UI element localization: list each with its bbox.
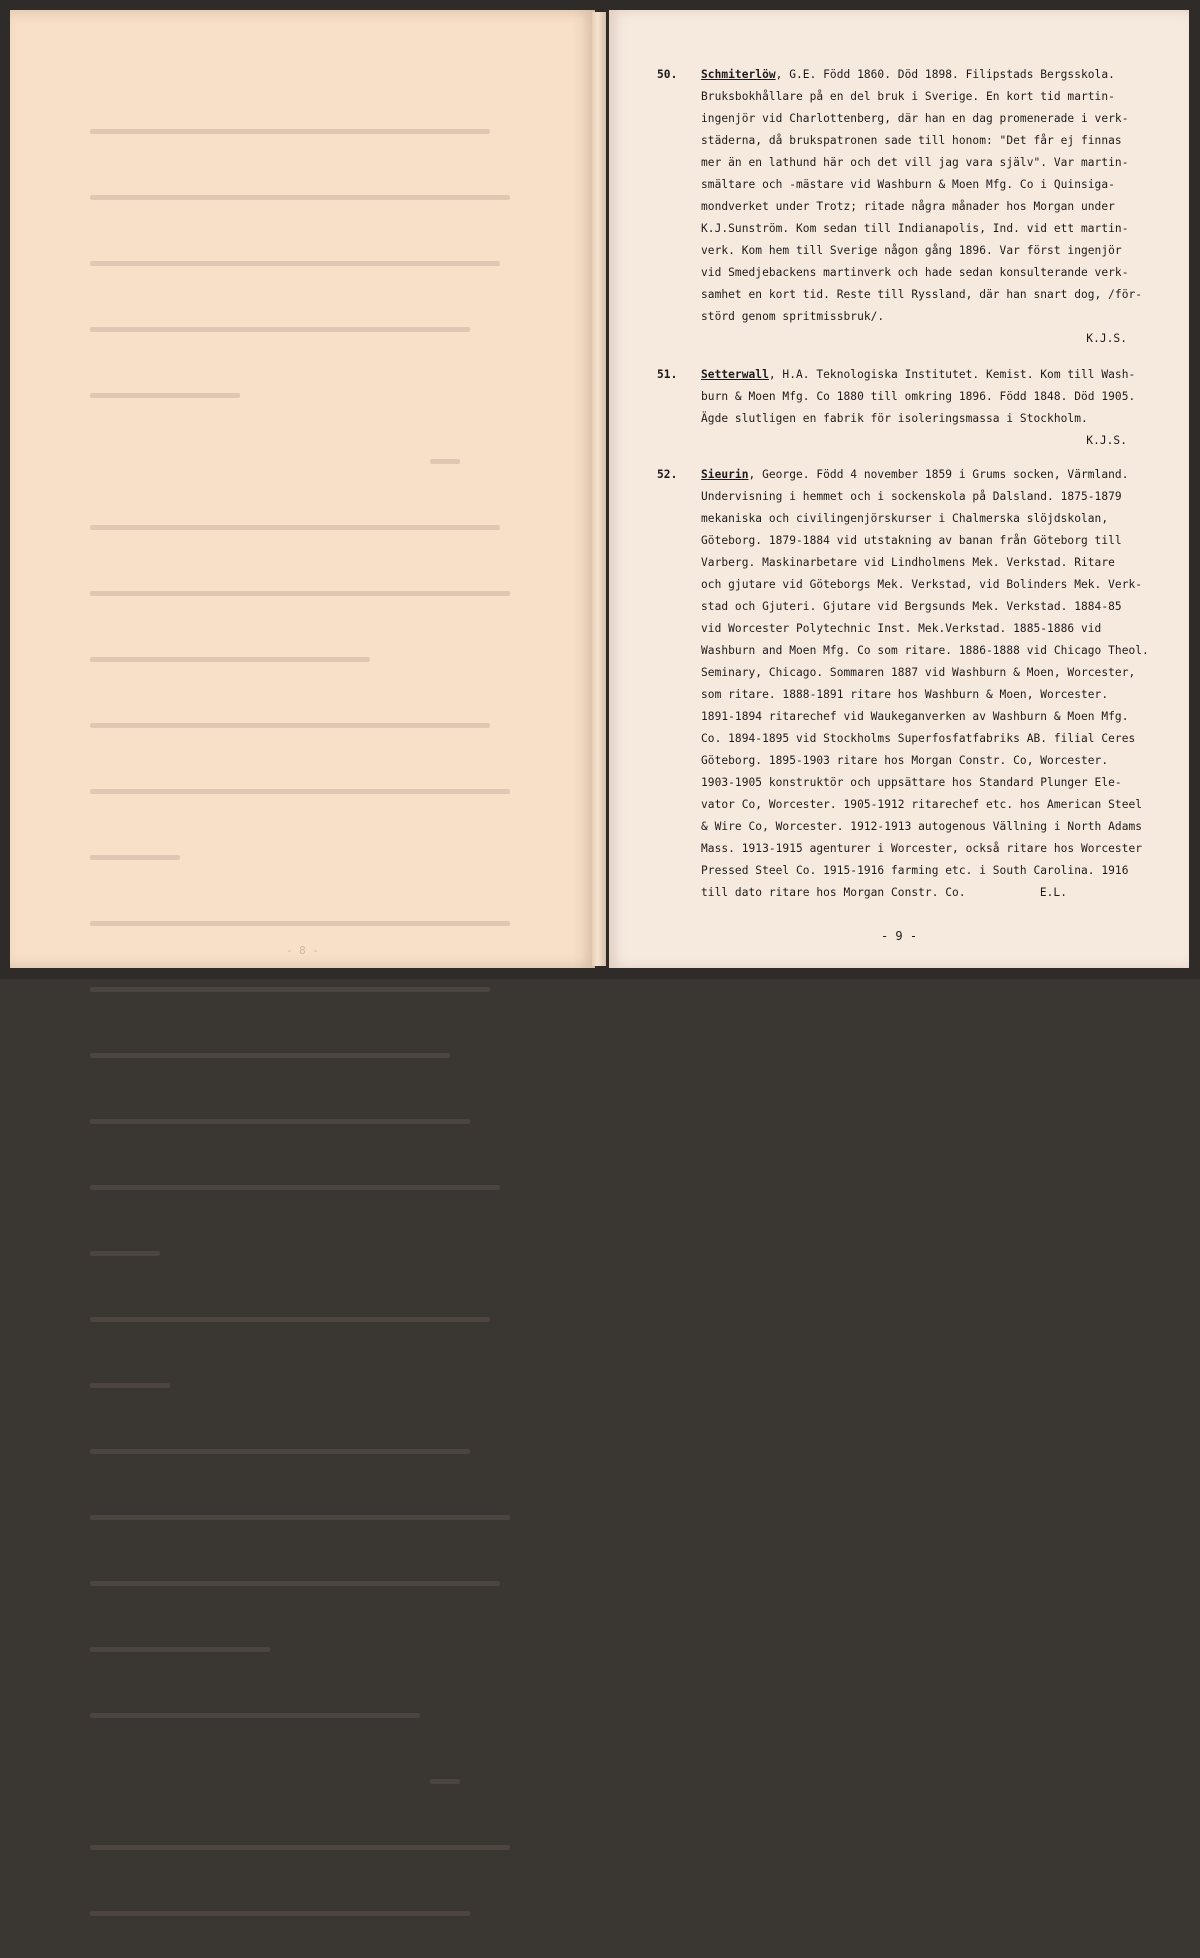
entry-50: 50. Schmiterlöw, G.E. Född 1860. Död 1898. Filipstads Bergsskola. Bruksbokhållare på en del bruk i Sverige. En kort tid martin- ingenjör vid Charlottenberg, där han en dag promenerade i verk- städerna, då brukspatronen sade till honom: "Det får ej finnas mer än en lathund här och det vill jag vara själv". Var martin- smältare och -mästare vid Washburn & Moen Mfg. Co i Quinsiga- mondverket under Trotz; ritade några månader hos Morgan under K.J.Sunström. Kom sedan till Indianapolis, Ind. vid ett martin- verk. Kom hem till Sverige någon gång 1896. Var först ingenjör vid Smedjebackens martinverk och hade sedan konsulterande verk- samhet en kort tid. Reste till Ryssland, där han snart dog, /för- störd genom spritmissbruk/. K.J.S.: [701, 64, 1137, 350]
text-line: städerna, då brukspatronen sade till honom: "Det får ej finnas: [701, 134, 1122, 147]
left-page-faint-text: [50, 76, 555, 1958]
text-line: 1903-1905 konstruktör och uppsättare hos Standard Plunger Ele-: [701, 776, 1122, 789]
text-line: verk. Kom hem till Sverige någon gång 1896. Var först ingenjör: [701, 244, 1122, 257]
text-line: som ritare. 1888-1891 ritare hos Washburn & Moen, Worcester.: [701, 688, 1109, 701]
text-line: Undervisning i hemmet och i sockenskola på Dalsland. 1875-1879: [701, 490, 1122, 503]
text-line: Mass. 1913-1915 agenturer i Worcester, också ritare hos Worcester: [701, 842, 1143, 855]
entry-52: 52. Sieurin, George. Född 4 november 1859 i Grums socken, Värmland. Undervisning i hemmet och i sockenskola på Dalsland. 1875-1879 mekaniska och civilingenjörskurser i Chalmerska slöjdskolan, Göteborg. 1879-1884 vid utstakning av banan från Göteborg till Varberg. Maskinarbetare vid Lindholmens Mek. Verkstad. Ritare och gjutare vid Göteborgs Mek. Verkstad, vid Bolinders Mek. Verk- stad och Gjuteri. Gjutare vid Bergsunds Mek. Verkstad. 1884-85 vid Worcester Polytechnic Inst. Mek.Verkstad. 1885-1886 vid Washburn and Moen Mfg. Co som ritare. 1886-1888 vid Chicago Theol. Seminary, Chicago. Sommaren 1887 vid Washburn & Moen, Worcester, som ritare. 1888-1891 ritare hos Washburn & Moen, Worcester. 1891-1894 ritarechef vid Waukeganverken av Washburn & Moen Mfg. Co. 1894-1895 vid Stockholms Superfosfatfabriks AB. filial Ceres Göteborg. 1895-1903 ritare hos Morgan Constr. Co, Worcester. 1903-1905 konstruktör och uppsättare hos Standard Plunger Ele- vator Co, Worcester. 1905-1912 ritarechef etc. hos American Steel & Wire Co, Worcester. 1912-1913 autogenous Vällning i North Adams Mass. 1913-1915 agenturer i Worcester, också ritare hos Worcester Pressed Steel Co. 1915-1916 farming etc. i South Carolina. 1916 till dato ritare hos Morgan Constr. Co. E.L.: [701, 464, 1137, 904]
text-line: störd genom spritmissbruk/.: [701, 310, 885, 323]
text-line: Pressed Steel Co. 1915-1916 farming etc. i South Carolina. 1916: [701, 864, 1129, 877]
entry-signature: E.L.: [1039, 886, 1067, 899]
text-line: Göteborg. 1895-1903 ritare hos Morgan Constr. Co, Worcester.: [701, 754, 1109, 767]
entry-name: Schmiterlöw: [701, 68, 776, 81]
text-line: Bruksbokhållare på en del bruk i Sverige. En kort tid martin-: [701, 90, 1115, 103]
text-line: burn & Moen Mfg. Co 1880 till omkring 1896. Född 1848. Död 1905.: [701, 390, 1136, 403]
text-line: till dato ritare hos Morgan Constr. Co.: [701, 886, 966, 899]
text-line: Göteborg. 1879-1884 vid utstakning av banan från Göteborg till: [701, 534, 1122, 547]
entry-signature: K.J.S.: [1086, 332, 1127, 345]
text-line: vator Co, Worcester. 1905-1912 ritarechef etc. hos American Steel: [701, 798, 1143, 811]
text-line: vid Worcester Polytechnic Inst. Mek.Verkstad. 1885-1886 vid: [701, 622, 1102, 635]
text-line: mer än en lathund här och det vill jag vara själv". Var martin-: [701, 156, 1129, 169]
text-line: Ägde slutligen en fabrik för isoleringsmassa i Stockholm.: [701, 412, 1088, 425]
text-line: stad och Gjuteri. Gjutare vid Bergsunds Mek. Verkstad. 1884-85: [701, 600, 1122, 613]
text-line: Washburn and Moen Mfg. Co som ritare. 1886-1888 vid Chicago Theol.: [701, 644, 1149, 657]
page-stack-edge: [592, 12, 606, 966]
text-line: Co. 1894-1895 vid Stockholms Superfosfatfabriks AB. filial Ceres: [701, 732, 1136, 745]
text-line: & Wire Co, Worcester. 1912-1913 autogenous Vällning i North Adams: [701, 820, 1143, 833]
entry-signature: K.J.S.: [1086, 434, 1127, 447]
entry-number: 50.: [657, 68, 678, 81]
right-page: [609, 10, 1189, 968]
entry-number: 52.: [657, 468, 678, 481]
text-line: mekaniska och civilingenjörskurser i Chalmerska slöjdskolan,: [701, 512, 1109, 525]
text-line: K.J.Sunström. Kom sedan till Indianapolis, Ind. vid ett martin-: [701, 222, 1129, 235]
text-line: samhet en kort tid. Reste till Ryssland, där han snart dog, /för-: [701, 288, 1143, 301]
text-line: och gjutare vid Göteborgs Mek. Verkstad, vid Bolinders Mek. Verk-: [701, 578, 1143, 591]
text-line: Varberg. Maskinarbetare vid Lindholmens Mek. Verkstad. Ritare: [701, 556, 1115, 569]
page-number: - 9 -: [880, 929, 918, 943]
text-line: vid Smedjebackens martinverk och hade sedan konsulterande verk-: [701, 266, 1129, 279]
text-line: Seminary, Chicago. Sommaren 1887 vid Washburn & Moen, Worcester,: [701, 666, 1136, 679]
entry-name: Sieurin: [701, 468, 749, 481]
entry-number: 51.: [657, 368, 678, 381]
entry-name: Setterwall: [701, 368, 769, 381]
page-body: [657, 64, 1149, 904]
left-page-number: - 8 -: [285, 944, 320, 957]
text-line: ingenjör vid Charlottenberg, där han en dag promenerade i verk-: [701, 112, 1129, 125]
entry-51: 51. Setterwall, H.A. Teknologiska Institutet. Kemist. Kom till Wash- burn & Moen Mfg. Co 1880 till omkring 1896. Född 1848. Död 1905. Ägde slutligen en fabrik för isoleringsmassa i Stockholm. K.J.S.: [701, 364, 1137, 452]
left-page: [10, 10, 595, 968]
text-line: smältare och -mästare vid Washburn & Moen Mfg. Co i Quinsiga-: [701, 178, 1115, 191]
text-line: 1891-1894 ritarechef vid Waukeganverken av Washburn & Moen Mfg.: [701, 710, 1129, 723]
text-line: mondverket under Trotz; ritade några månader hos Morgan under: [701, 200, 1115, 213]
